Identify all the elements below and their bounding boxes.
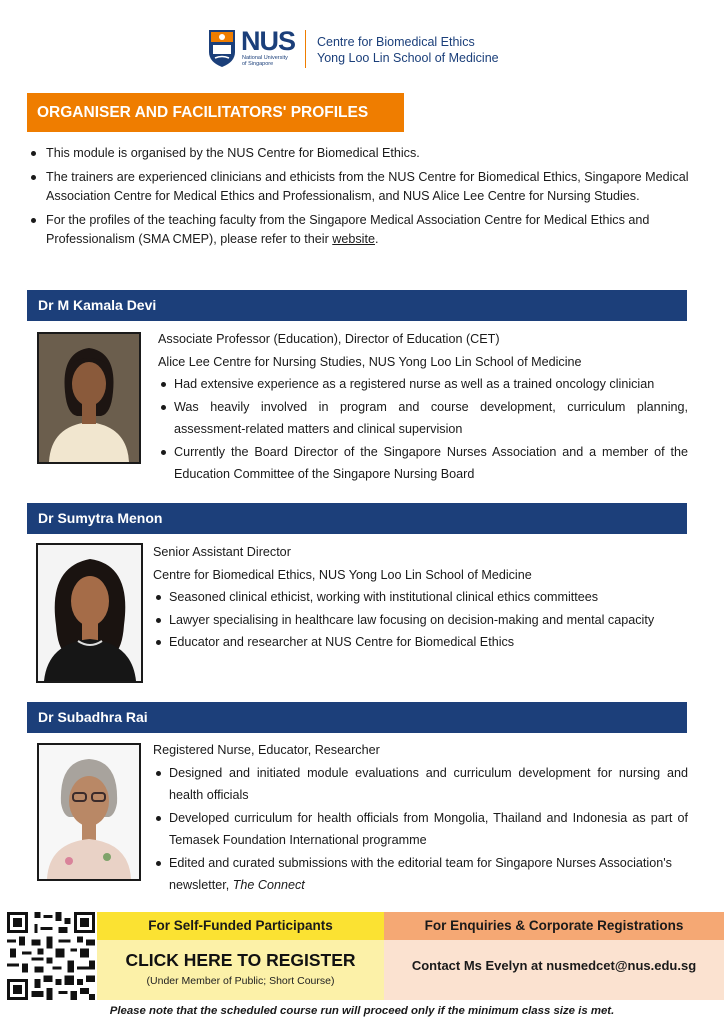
nus-subtitle: National University of Singapore: [242, 55, 288, 67]
profile-bullet: Designed and initiated module evaluations and curriculum development for nursing and health officials: [153, 762, 688, 807]
register-note: (Under Member of Public; Short Course): [146, 975, 335, 987]
profile-bullet: Edited and curated submissions with the editorial team for Singapore Nurses Association's newsletter, The Connect: [153, 852, 688, 897]
intro-list: [28, 144, 696, 254]
profile-bullets: [153, 586, 693, 654]
profile-affiliation: Alice Lee Centre for Nursing Studies, NUS Yong Loo Lin School of Medicine: [158, 354, 582, 369]
profile-bullet: Was heavily involved in program and course development, curriculum planning, assessment-related matters and clinical supervision: [158, 396, 688, 441]
register-button[interactable]: CLICK HERE TO REGISTER: [125, 950, 356, 970]
newsletter-title: The Connect: [232, 878, 305, 892]
enquiries-contact[interactable]: Contact Ms Evelyn at nusmedcet@nus.edu.sg: [411, 958, 697, 973]
profile-details-sumytra: [153, 541, 693, 654]
intro-item: This module is organised by the NUS Centre for Biomedical Ethics.: [28, 144, 696, 164]
profile-photo-kamala: [37, 332, 141, 464]
profile-affiliation: Centre for Biomedical Ethics, NUS Yong Loo Lin School of Medicine: [153, 567, 532, 582]
intro-item: For the profiles of the teaching faculty from the Singapore Medical Association Centre for Medical Ethics and Professionalism (SMA CMEP), please refer to their website.: [28, 211, 696, 250]
logo-school-name: Yong Loo Lin School of Medicine: [317, 51, 499, 65]
profile-role: Senior Assistant Director: [153, 545, 291, 559]
section-heading: ORGANISER AND FACILITATORS' PROFILES: [27, 93, 404, 132]
profile-bullet: Educator and researcher at NUS Centre for Biomedical Ethics: [153, 631, 693, 654]
logo-centre-name: Centre for Biomedical Ethics: [317, 35, 475, 49]
profile-name-bar: Dr M Kamala Devi: [27, 290, 687, 321]
profile-name-bar: Dr Sumytra Menon: [27, 503, 687, 534]
profile-details-subadhra: [153, 739, 688, 897]
intro-item: The trainers are experienced clinicians and ethicists from the NUS Centre for Biomedical Ethics, Singapore Medical Association Centre for Medical Ethics and Professionalism, and NUS Alice Lee Centre for Nursing Studies.: [28, 168, 696, 207]
class-size-note: Please note that the scheduled course run will proceed only if the minimum class size is met.: [109, 1005, 615, 1017]
profile-photo-sumytra: [36, 543, 143, 683]
profile-bullet: Currently the Board Director of the Singapore Nurses Association and a member of the Education Committee of the Singapore Nursing Board: [158, 441, 688, 486]
profile-bullets: [153, 762, 688, 897]
nus-logo: [207, 26, 517, 74]
profile-role: Associate Professor (Education), Director of Education (CET): [158, 332, 500, 346]
qr-code-icon[interactable]: [7, 912, 95, 1000]
profile-bullet: Developed curriculum for health officials from Mongolia, Thailand and Indonesia as part of Temasek Foundation International programme: [153, 807, 688, 852]
nus-crest-icon: [207, 28, 237, 68]
profile-bullets: [158, 373, 688, 486]
profile-bullet: Seasoned clinical ethicist, working with institutional clinical ethics committees: [153, 586, 693, 609]
logo-divider: [305, 30, 306, 68]
nus-wordmark: NUS: [241, 26, 296, 56]
profile-role: Registered Nurse, Educator, Researcher: [153, 743, 380, 757]
enquiries-heading: For Enquiries & Corporate Registrations: [384, 912, 724, 940]
website-link[interactable]: website: [332, 232, 375, 246]
profile-name-bar: Dr Subadhra Rai: [27, 702, 687, 733]
profile-bullet: Lawyer specialising in healthcare law focusing on decision-making and mental capacity: [153, 609, 693, 632]
profile-bullet: Had extensive experience as a registered nurse as well as a trained oncology clinician: [158, 373, 688, 396]
self-funded-heading: For Self-Funded Participants: [97, 912, 384, 940]
profile-photo-subadhra: [37, 743, 141, 881]
profile-details-kamala: [158, 328, 688, 486]
